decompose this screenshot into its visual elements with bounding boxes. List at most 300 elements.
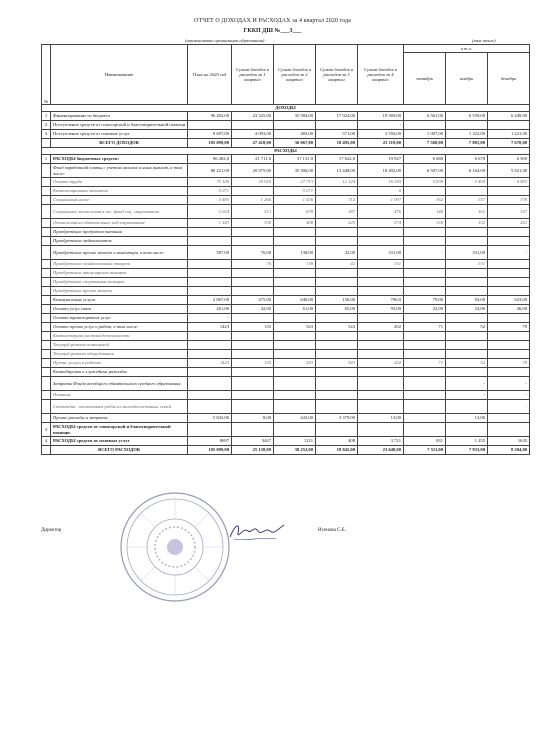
- cell-q4: 331,00: [358, 246, 404, 260]
- cell-plan: 96 402,00: [188, 112, 232, 121]
- cell-q2: 640,00: [274, 296, 316, 305]
- cell-plan: [188, 368, 232, 377]
- cell-q2: [274, 400, 316, 414]
- cell-plan: [188, 350, 232, 359]
- cell-dec: 6 569: [488, 155, 530, 164]
- table-row: [42, 187, 530, 196]
- cell-plan: 105 099,00: [188, 139, 232, 148]
- cell-q2: 35 306,00: [274, 164, 316, 178]
- row-number: [42, 205, 51, 219]
- row-number: [42, 196, 51, 205]
- cell-oct: [404, 314, 446, 323]
- col-name: Наименование: [51, 45, 188, 105]
- cell-q2: 483,00: [274, 130, 316, 139]
- cell-q2: [274, 341, 316, 350]
- row-number: [42, 228, 51, 237]
- cell-q2: [274, 368, 316, 377]
- cell-oct: [404, 278, 446, 287]
- cell-plan: [188, 400, 232, 414]
- row-name: Социальные отчисления в гос. фонд соц. страхования: [51, 205, 188, 219]
- row-number: [42, 139, 51, 148]
- cell-q1: 338: [232, 219, 274, 228]
- cell-q2: [274, 314, 316, 323]
- row-name: Приобретение хозяйственных товаров: [51, 260, 188, 269]
- cell-nov: 1 255: [446, 437, 488, 446]
- cell-oct: 1 007,00: [404, 130, 446, 139]
- cell-q3: 65,00: [316, 305, 358, 314]
- cell-dec: 263: [488, 219, 530, 228]
- cell-dec: 79: [488, 323, 530, 332]
- cell-dec: 5 821,00: [488, 164, 530, 178]
- cell-q3: [316, 314, 358, 323]
- cell-q1: [232, 341, 274, 350]
- expense-section-label: РАСХОДЫ: [42, 148, 530, 155]
- cell-q3: 543: [316, 323, 358, 332]
- cell-q2: 1121: [274, 437, 316, 446]
- row-name: Стипендии - отличникам учебы из малообеспеченных семей: [51, 400, 188, 414]
- cell-oct: [404, 414, 446, 423]
- table-row: [42, 155, 530, 164]
- cell-q4: [358, 350, 404, 359]
- cell-q1: [232, 391, 274, 400]
- table-row: [42, 414, 530, 423]
- cell-q3: [316, 391, 358, 400]
- cell-plan: [188, 278, 232, 287]
- cell-dec: -: [488, 400, 530, 414]
- cell-q3: 156,00: [316, 296, 358, 305]
- cell-dec: 1 221,00: [488, 130, 530, 139]
- row-number: 3: [42, 130, 51, 139]
- cell-q4: [358, 391, 404, 400]
- col-num: №: [42, 45, 51, 105]
- cell-plan: 4 483: [188, 196, 232, 205]
- cell-q1: 1 266: [232, 196, 274, 205]
- cell-nov: 6 678: [446, 155, 488, 164]
- cell-q4: [358, 228, 404, 237]
- cell-nov: 152: [446, 219, 488, 228]
- cell-q3: 42: [316, 260, 358, 269]
- row-name: ВСЕГО РАСХОДОВ: [51, 446, 188, 455]
- table-header: [42, 45, 530, 105]
- cell-oct: 7 511,00: [404, 446, 446, 455]
- table-row: [42, 332, 530, 341]
- cell-dec: [488, 332, 530, 341]
- table-row: [42, 296, 530, 305]
- cell-q4: 202: [358, 359, 404, 368]
- cell-dec: 46,00: [488, 305, 530, 314]
- cell-q1: 135: [232, 323, 274, 332]
- row-name: Финансирование из бюджета: [51, 112, 188, 121]
- cell-plan: [188, 391, 232, 400]
- cell-q3: [316, 368, 358, 377]
- row-name: Отчисления на обязательное мед.страхование: [51, 219, 188, 228]
- cell-q1: [232, 423, 274, 437]
- cell-q3: 18 495,00: [316, 139, 358, 148]
- cell-oct: 362: [404, 196, 446, 205]
- cell-dec: 378: [488, 196, 530, 205]
- row-name: ВСЕГО ДОХОДОВ: [51, 139, 188, 148]
- cell-nov: [446, 269, 488, 278]
- cell-oct: [404, 368, 446, 377]
- cell-q1: [232, 332, 274, 341]
- cell-q1: 18 918: [232, 178, 274, 187]
- cell-oct: [404, 400, 446, 414]
- row-number: [42, 332, 51, 341]
- row-name: РАСХОДЫ бюджетных средств:: [51, 155, 188, 164]
- cell-dec: [488, 278, 530, 287]
- cell-q3: 13 448,00: [316, 164, 358, 178]
- cell-q4: 18 492,00: [358, 164, 404, 178]
- row-name: РАСХОДЫ средств от платных услуг: [51, 437, 188, 446]
- cell-q1: [232, 269, 274, 278]
- table-row: [42, 287, 530, 296]
- cell-plan: 2 024: [188, 205, 232, 219]
- cell-oct: 5 838: [404, 178, 446, 187]
- cell-oct: 6 680: [404, 155, 446, 164]
- cell-q1: 20 975,00: [232, 164, 274, 178]
- cell-plan: [188, 423, 232, 437]
- cell-nov: 1 322,00: [446, 130, 488, 139]
- cell-nov: [446, 314, 488, 323]
- col-q4: Сумма доходов и расходов за 4 квартал: [358, 45, 404, 105]
- cell-oct: [404, 332, 446, 341]
- cell-dec: [488, 341, 530, 350]
- cell-q3: 17 622,0: [316, 155, 358, 164]
- cell-q4: [358, 237, 404, 246]
- official-stamp: [118, 490, 232, 604]
- row-name: Прочие услуги и работы: [51, 359, 188, 368]
- cell-q3: 712: [316, 196, 358, 205]
- cell-oct: 159: [404, 219, 446, 228]
- cell-nov: [446, 423, 488, 437]
- table-row: [42, 164, 530, 178]
- cell-q4: 574: [358, 219, 404, 228]
- cell-q4: 476: [358, 205, 404, 219]
- cell-dec: [488, 187, 530, 196]
- row-name: Приобретение спортивных товаров: [51, 278, 188, 287]
- cell-q2: [274, 278, 316, 287]
- cell-dec: [488, 423, 530, 437]
- cell-q4: 0: [358, 187, 404, 196]
- row-number: [42, 368, 51, 377]
- cell-q2: 543: [274, 359, 316, 368]
- cell-q2: [274, 121, 316, 130]
- cell-plan: [188, 228, 232, 237]
- row-number: [42, 278, 51, 287]
- row-number: [42, 246, 51, 260]
- table-row: [42, 237, 530, 246]
- table-row: [42, 359, 530, 368]
- cell-q3: 17 924,00: [316, 112, 358, 121]
- cell-q4: 3 721: [358, 437, 404, 446]
- table-row: [42, 314, 530, 323]
- cell-q3: 225: [316, 219, 358, 228]
- row-number: [42, 323, 51, 332]
- cell-q2: 543: [274, 323, 316, 332]
- cell-q4: 23 119,00: [358, 139, 404, 148]
- row-number: [42, 178, 51, 187]
- cell-plan: [188, 332, 232, 341]
- table-row: [42, 269, 530, 278]
- cell-q4: 3 550,00: [358, 130, 404, 139]
- report-table: [41, 44, 530, 455]
- cell-dec: [488, 237, 530, 246]
- row-name: Приобретение продуктов питания: [51, 228, 188, 237]
- row-name: Коммунальные услуги: [51, 296, 188, 305]
- row-number: [42, 237, 51, 246]
- cell-q3: 42,00: [316, 246, 358, 260]
- cell-q2: [274, 269, 316, 278]
- total-row: [42, 139, 530, 148]
- director-name: Исенова С.Е.: [318, 528, 346, 533]
- cell-q1: 21 711,0: [232, 155, 274, 164]
- cell-dec: 7 670,00: [488, 139, 530, 148]
- cell-nov: 357: [446, 196, 488, 205]
- cell-nov: [446, 350, 488, 359]
- cell-q3: [316, 350, 358, 359]
- cell-q2: 138,00: [274, 246, 316, 260]
- cell-q1: [232, 350, 274, 359]
- cell-plan: 587,00: [188, 246, 232, 260]
- col-q2: Сумма доходов и расходов за 2 квартал: [274, 45, 316, 105]
- table-row: [42, 400, 530, 414]
- cell-q4: [358, 368, 404, 377]
- cell-nov: 94,00: [446, 296, 488, 305]
- cell-q3: 543: [316, 359, 358, 368]
- report-title: ОТЧЕТ О ДОХОДАХ И РАСХОДАХ за 4 квартал 2020 года: [194, 18, 351, 24]
- cell-dec: 1635: [488, 437, 530, 446]
- cell-nov: [446, 332, 488, 341]
- row-name: Приобретение прочих запасов и инвентаря, в том числе:: [51, 246, 188, 260]
- cell-q1: 4 093,00: [232, 130, 274, 139]
- cell-nov: 13,00: [446, 414, 488, 423]
- cell-oct: [404, 391, 446, 400]
- row-number: [42, 164, 51, 178]
- cell-nov: 52: [446, 359, 488, 368]
- cell-q1: [232, 187, 274, 196]
- table-row: [42, 423, 530, 437]
- cell-nov: -: [446, 377, 488, 391]
- table-row: [42, 228, 530, 237]
- cell-nov: [446, 237, 488, 246]
- cell-q3: [316, 228, 358, 237]
- table-row: [42, 391, 530, 400]
- row-number: 1: [42, 112, 51, 121]
- cell-q1: 3447: [232, 437, 274, 446]
- table-row: [42, 341, 530, 350]
- row-name: РАСХОДЫ средств от спонсорской и благотворительной помощи: [51, 423, 188, 437]
- cell-q1: [232, 237, 274, 246]
- cell-q4: 19 927: [358, 155, 404, 164]
- cell-dec: [488, 269, 530, 278]
- cell-dec: 79: [488, 359, 530, 368]
- cell-nov: 7 933,00: [446, 446, 488, 455]
- cell-q3: 18 045,00: [316, 446, 358, 455]
- cell-plan: [188, 260, 232, 269]
- row-number: [42, 446, 51, 455]
- cell-nov: [446, 400, 488, 414]
- row-name: Оплата прочих услуг и работ, в том числе:: [51, 323, 188, 332]
- cell-q2: [274, 377, 316, 391]
- cell-q2: 5 071: [274, 187, 316, 196]
- cell-oct: 6 507,00: [404, 164, 446, 178]
- cell-plan: 261,00: [188, 305, 232, 314]
- row-number: [42, 287, 51, 296]
- section-row: [42, 105, 530, 112]
- row-name: Компьютерная система безопасности: [51, 332, 188, 341]
- cell-q2: [274, 237, 316, 246]
- row-name: Поступление средств от спонсорской и благотворительной помощи: [51, 121, 188, 130]
- cell-dec: -: [488, 391, 530, 400]
- cell-oct: 148: [404, 205, 446, 219]
- table-row: [42, 323, 530, 332]
- cell-q2: 35 584,00: [274, 112, 316, 121]
- cell-oct: [404, 341, 446, 350]
- cell-oct: [404, 187, 446, 196]
- cell-oct: [404, 423, 446, 437]
- cell-oct: [404, 237, 446, 246]
- row-name: Прочие расходы и затраты: [51, 414, 188, 423]
- cell-q1: 513: [232, 205, 274, 219]
- cell-plan: 8697: [188, 437, 232, 446]
- cell-q4: [358, 423, 404, 437]
- org-note: (наименование организации образования): [185, 38, 265, 43]
- cell-plan: 1 543: [188, 219, 232, 228]
- cell-q4: [358, 314, 404, 323]
- cell-nov: 7 881,00: [446, 139, 488, 148]
- cell-plan: 5 071: [188, 187, 232, 196]
- cell-dec: 8 204,00: [488, 446, 530, 455]
- cell-q4: 16 345: [358, 178, 404, 187]
- cell-q3: [316, 121, 358, 130]
- row-number: [42, 269, 51, 278]
- cell-dec: [488, 287, 530, 296]
- cell-q2: 1 436: [274, 196, 316, 205]
- row-number: [42, 296, 51, 305]
- cell-oct: 71: [404, 323, 446, 332]
- row-number: [42, 260, 51, 269]
- cell-dec: [488, 228, 530, 237]
- cell-oct: 6 561,00: [404, 112, 446, 121]
- cell-plan: 2 067,00: [188, 296, 232, 305]
- cell-q2: 408: [274, 219, 316, 228]
- cell-q4: [358, 377, 404, 391]
- cell-nov: 5 494: [446, 178, 488, 187]
- cell-dec: 167: [488, 205, 530, 219]
- cell-dec: 6 449,00: [488, 112, 530, 121]
- cell-oct: [404, 260, 446, 269]
- row-number: [42, 400, 51, 414]
- cell-oct: [404, 121, 446, 130]
- table-row: [42, 305, 530, 314]
- row-number: [42, 414, 51, 423]
- row-name: Оплата услуг связи: [51, 305, 188, 314]
- row-name: Оплата транспортных услуг: [51, 314, 188, 323]
- cell-nov: 6 164,00: [446, 164, 488, 178]
- cell-dec: [488, 414, 530, 423]
- cell-q3: [316, 237, 358, 246]
- report-subtitle: ГККП ДШ №___3___: [243, 28, 302, 34]
- cell-nov: 6 559,00: [446, 112, 488, 121]
- cell-q1: 27 418,00: [232, 139, 274, 148]
- cell-q4: 19 569,00: [358, 112, 404, 121]
- cell-q2: 61,00: [274, 305, 316, 314]
- cell-q1: [232, 377, 274, 391]
- cell-q1: 475,00: [232, 296, 274, 305]
- row-number: [42, 377, 51, 391]
- cell-q2: [274, 391, 316, 400]
- cell-nov: 24,00: [446, 305, 488, 314]
- cell-oct: 23,00: [404, 305, 446, 314]
- cell-q2: 678: [274, 205, 316, 219]
- cell-q4: [358, 287, 404, 296]
- table-row: [42, 219, 530, 228]
- cell-nov: [446, 341, 488, 350]
- row-number: [42, 305, 51, 314]
- cell-q1: 25 158,00: [232, 446, 274, 455]
- cell-oct: 71: [404, 359, 446, 368]
- cell-q2: [274, 332, 316, 341]
- table-row: [42, 205, 530, 219]
- cell-nov: [446, 228, 488, 237]
- cell-q4: [358, 400, 404, 414]
- cell-q1: 76,00: [232, 246, 274, 260]
- row-number: 3: [42, 423, 51, 437]
- row-number: [42, 219, 51, 228]
- cell-q4: [358, 332, 404, 341]
- cell-q3: 12 124: [316, 178, 358, 187]
- row-name: Поступление средств от платных услуг: [51, 130, 188, 139]
- cell-nov: 331,00: [446, 246, 488, 260]
- row-number: [42, 359, 51, 368]
- cell-plan: 8 697,00: [188, 130, 232, 139]
- cell-q2: 138: [274, 260, 316, 269]
- cell-q1: [232, 400, 274, 414]
- row-name: Фонд заработной платы с учетом налогов и иных выплат, в том числе:: [51, 164, 188, 178]
- cell-q3: [316, 269, 358, 278]
- cell-q4: 796,0: [358, 296, 404, 305]
- row-number: [42, 187, 51, 196]
- row-name: Социальный налог: [51, 196, 188, 205]
- col-incl: в т.ч.: [404, 45, 530, 53]
- cell-q1: [232, 314, 274, 323]
- cell-oct: 831: [404, 437, 446, 446]
- row-name: Оплата труда: [51, 178, 188, 187]
- row-number: 4: [42, 437, 51, 446]
- cell-oct: -: [404, 246, 446, 260]
- table-row: [42, 260, 530, 269]
- cell-q3: [316, 287, 358, 296]
- cell-plan: 105 099,00: [188, 446, 232, 455]
- col-plan: План на 2020 год: [188, 45, 232, 105]
- cell-plan: [188, 237, 232, 246]
- cell-plan: [188, 377, 232, 391]
- row-name: Командировки и служебные разъезды: [51, 368, 188, 377]
- table-row: [42, 112, 530, 121]
- cell-plan: 1423: [188, 323, 232, 332]
- cell-oct: 7 568,00: [404, 139, 446, 148]
- cell-oct: [404, 228, 446, 237]
- director-signature: [226, 519, 286, 545]
- cell-q1: 23 325,00: [232, 112, 274, 121]
- cell-q3: 408: [316, 437, 358, 446]
- cell-plan: 96 402,0: [188, 155, 232, 164]
- row-number: [42, 391, 51, 400]
- cell-q4: 331: [358, 260, 404, 269]
- row-name: Питание: [51, 391, 188, 400]
- table-row: [42, 246, 530, 260]
- cell-q1: [232, 368, 274, 377]
